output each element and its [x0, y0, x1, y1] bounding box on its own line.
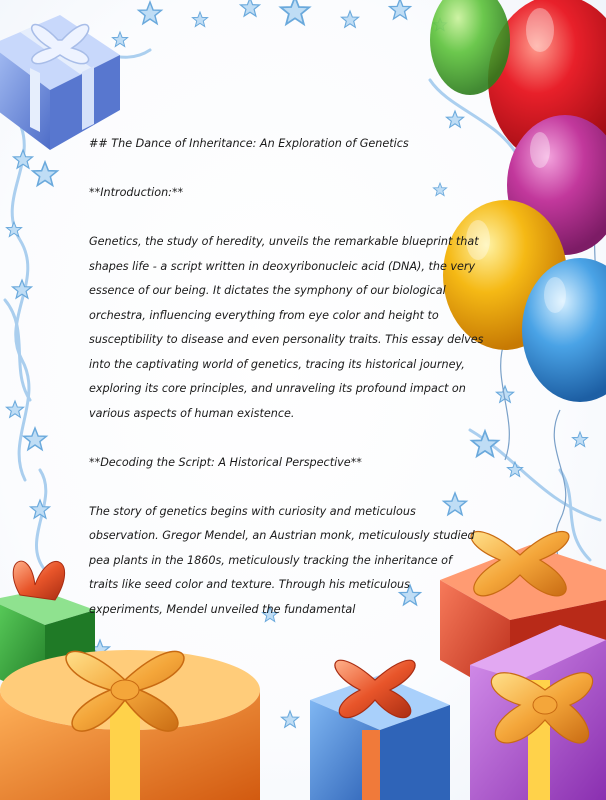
- section-heading-introduction: **Introduction:**: [89, 186, 184, 199]
- document-body: [89, 132, 484, 622]
- document-title: ## The Dance of Inheritance: An Exploration of Genetics: [89, 137, 409, 150]
- introduction-paragraph: Genetics, the study of heredity, unveils the remarkable blueprint that shapes life - a script written in deoxyribonucleic acid (DNA), the very essence of our being. It dictates the symphony of our biological orchestra, influencing everything from eye color and height to susceptibility to disease and even personality traits. This essay delves into the captivating world of genetics, tracing its historical journey, exploring its core principles, and unraveling its profound impact on various aspects of human existence.: [89, 235, 484, 420]
- section-heading-history: **Decoding the Script: A Historical Perspective**: [89, 455, 362, 469]
- gift-box-icon: [0, 650, 260, 800]
- history-paragraph: The story of genetics begins with curiosity and meticulous observation. Gregor Mendel, an Austrian monk, meticulously studied pea plants in the 1860s, meticulously tracking the inheritance of traits like seed color and texture. Through his meticulous experiments, Mendel unveiled the fundamental: [89, 504, 475, 616]
- gift-box-icon: [310, 660, 450, 800]
- gift-box-icon: [0, 15, 120, 150]
